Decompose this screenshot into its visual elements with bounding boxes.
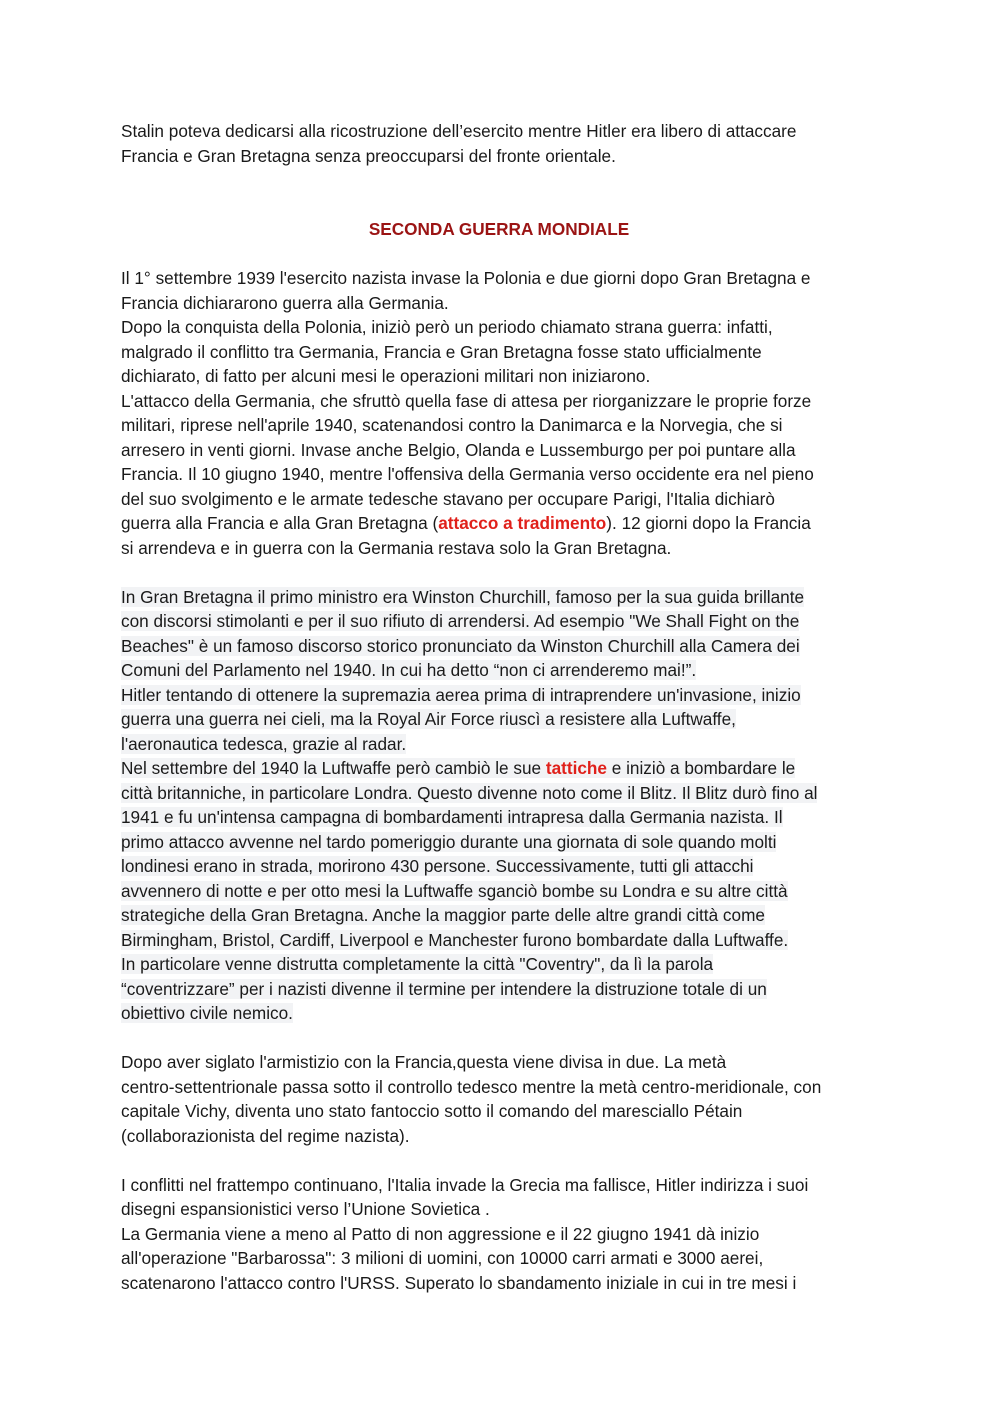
shaded-text-line: obiettivo civile nemico. — [121, 1003, 293, 1023]
shaded-text-line: strategiche della Gran Bretagna. Anche la maggior parte delle altre grandi città come — [121, 905, 765, 925]
text-line-with-highlight — [121, 511, 881, 536]
text-line: Dopo la conquista della Polonia, iniziò però un periodo chiamato strana guerra: infatti, — [121, 317, 773, 337]
text-line: arresero in venti giorni. Invase anche Belgio, Olanda e Lussemburgo per poi puntare alla — [121, 439, 796, 460]
shaded-text-line: londinesi erano in strada, morirono 430 persone. Successivamente, tutti gli attacchi — [121, 856, 754, 876]
shaded-text-line: primo attacco avvenne nel tardo pomeriggio durante una giornata di sole quando molti — [121, 831, 777, 852]
text-line: La Germania viene a meno al Patto di non aggressione e il 22 giugno 1941 dà inizio — [121, 1223, 760, 1244]
text-segment: e iniziò a bombardare le — [606, 758, 796, 778]
text-line: L'attacco della Germania, che sfruttò quella fase di attesa per riorganizzare le proprie forze — [121, 390, 812, 411]
highlighted-term: tattiche — [545, 758, 607, 778]
blank-line — [121, 560, 881, 585]
blank-line — [121, 168, 881, 193]
text-segment: Nel settembre del 1940 la Luftwaffe però cambiò le sue — [121, 758, 546, 778]
text-line: all'operazione "Barbarossa": 3 milioni di uomini, con 10000 carri armati e 3000 aerei, — [121, 1248, 764, 1268]
text-segment: ). 12 giorni dopo la Francia — [606, 513, 811, 533]
text-line: si arrendeva e in guerra con la Germania restava solo la Gran Bretagna. — [121, 537, 672, 558]
section-heading: SECONDA GUERRA MONDIALE — [368, 219, 630, 239]
text-line-with-highlight — [121, 756, 881, 781]
shaded-text-line: Comuni del Parlamento nel 1940. In cui ha detto “non ci arrenderemo mai!”. — [121, 660, 697, 680]
text-line: capitale Vichy, diventa uno stato fantoccio sotto il comando del maresciallo Pétain — [121, 1101, 743, 1121]
paragraph-barbarossa — [121, 1173, 881, 1296]
shaded-text-line: Birmingham, Bristol, Cardiff, Liverpool e Manchester furono bombardate dalla Luftwaffe. — [121, 929, 789, 950]
text-line: Francia dichiararono guerra alla Germania. — [121, 292, 449, 313]
text-line: (collaborazionista del regime nazista). — [121, 1125, 410, 1146]
paragraph-britain — [121, 585, 881, 1026]
blank-line — [121, 1148, 881, 1173]
shaded-text-line: avvennero di notte e per otto mesi la Luftwaffe sganciò bombe su Londra e su altre città — [121, 880, 788, 901]
shaded-text-line: “coventrizzare” per i nazisti divenne il termine per intendere la distruzione totale di un — [121, 978, 767, 999]
intro-line: Stalin poteva dedicarsi alla ricostruzione dell’esercito mentre Hitler era libero di attaccare — [121, 121, 797, 141]
shaded-text-line: l'aeronautica tedesca, grazie al radar. — [121, 733, 407, 754]
text-line: I conflitti nel frattempo continuano, l'Italia invade la Grecia ma fallisce, Hitler indirizza i suoi — [121, 1174, 809, 1195]
shaded-text-line: 1941 e fu un'intensa campagna di bombardamenti intrapresa dalla Germania nazista. Il — [121, 807, 783, 827]
text-line: Il 1° settembre 1939 l'esercito nazista invase la Polonia e due giorni dopo Gran Bretagna e — [121, 268, 811, 288]
blank-line — [121, 242, 881, 267]
document-page — [121, 119, 881, 1295]
text-line: del suo svolgimento e le armate tedesche stavano per occupare Parigi, l'Italia dichiarò — [121, 488, 775, 509]
text-line: malgrado il conflitto tra Germania, Francia e Gran Bretagna fosse stato ufficialmente — [121, 341, 762, 362]
shaded-text-line: con discorsi stimolanti e per il suo rifiuto di arrendersi. Ad esempio "We Shall Fight on the — [121, 611, 800, 631]
text-line: Dopo aver siglato l'armistizio con la Francia,questa viene divisa in due. La metà — [121, 1052, 727, 1072]
text-line: centro-settentrionale passa sotto il controllo tedesco mentre la metà centro-meridionale, con — [121, 1076, 822, 1097]
shaded-text-line: città britanniche, in particolare Londra. Questo divenne noto come il Blitz. Il Blitz durò fino al — [121, 782, 818, 803]
text-line: scatenarono l'attacco contro l'URSS. Superato lo sbandamento iniziale in cui in tre mesi i — [121, 1272, 797, 1293]
shaded-text-line: Beaches" è un famoso discorso storico pronunciato da Winston Churchill alla Camera dei — [121, 635, 800, 656]
highlighted-term: attacco a tradimento — [438, 513, 607, 533]
text-line: militari, riprese nell'aprile 1940, scatenandosi contro la Danimarca e la Norvegia, che si — [121, 415, 783, 435]
shaded-text-line: In particolare venne distrutta completamente la città "Coventry", da lì la parola — [121, 954, 714, 974]
text-line: dichiarato, di fatto per alcuni mesi le operazioni militari non iniziarono. — [121, 366, 651, 386]
text-line: disegni espansionistici verso l’Unione Sovietica . — [121, 1199, 490, 1219]
text-segment: guerra alla Francia e alla Gran Bretagna ( — [121, 513, 439, 533]
shaded-text-line: Hitler tentando di ottenere la supremazia aerea prima di intraprendere un'invasione, inizio — [121, 684, 801, 705]
text-line: Francia. Il 10 giugno 1940, mentre l'offensiva della Germania verso occidente era nel pieno — [121, 464, 814, 484]
paragraph-armistice — [121, 1050, 881, 1148]
paragraph-invasion — [121, 266, 881, 560]
blank-line — [121, 193, 881, 218]
shaded-text-line: In Gran Bretagna il primo ministro era Winston Churchill, famoso per la sua guida brillante — [121, 586, 805, 607]
blank-line — [121, 1026, 881, 1051]
shaded-text-line: guerra una guerra nei cieli, ma la Royal Air Force riuscì a resistere alla Luftwaffe, — [121, 709, 736, 729]
intro-line: Francia e Gran Bretagna senza preoccuparsi del fronte orientale. — [121, 145, 616, 166]
